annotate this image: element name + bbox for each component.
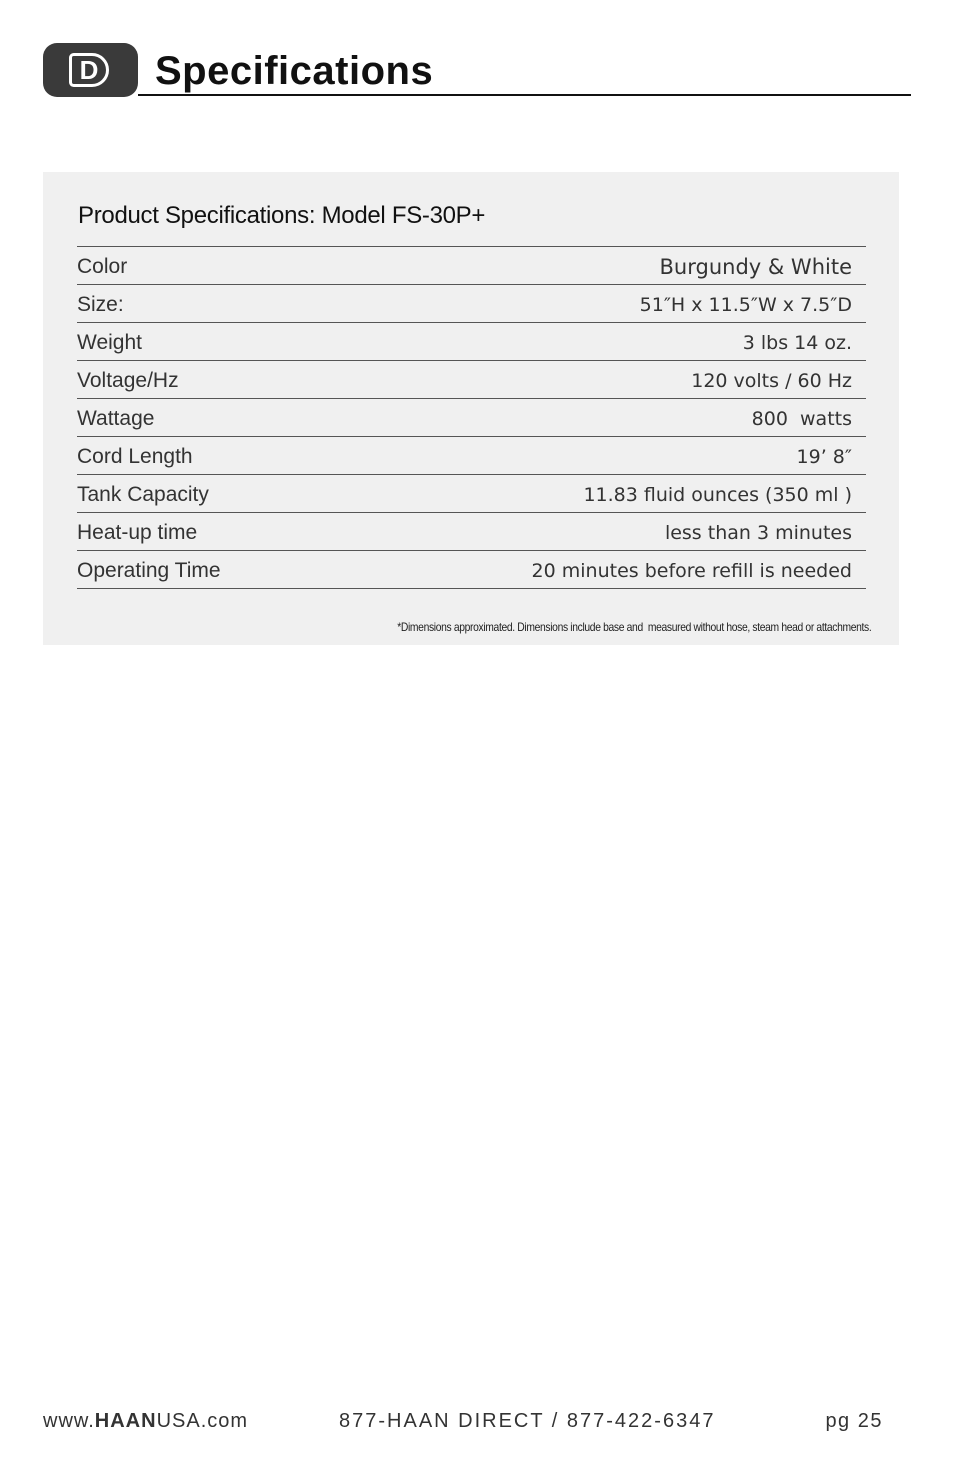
page-number: pg 25 (825, 1410, 883, 1432)
footer-phone: 877-HAAN DIRECT / 877-422-6347 (339, 1410, 716, 1432)
footer-web-prefix: www. (43, 1410, 95, 1432)
spec-footnote: *Dimensions approximated. Dimensions include base and measured without hose, steam head or attachments. (396, 620, 871, 634)
spec-row-color (77, 247, 866, 285)
section-badge (43, 43, 138, 97)
spec-value: 51″H x 11.5″W x 7.5″D (639, 293, 852, 316)
spec-row-cord-length (77, 437, 866, 475)
spec-row-tank-capacity (77, 475, 866, 513)
page-title: Specifications (155, 49, 434, 93)
spec-row-wattage (77, 399, 866, 437)
spec-row-weight (77, 323, 866, 361)
page-footer (43, 1410, 883, 1436)
spec-value: 120 volts / 60 Hz (691, 369, 852, 392)
footer-web-brand: HAAN (94, 1410, 157, 1432)
section-header (43, 43, 911, 99)
spec-value: 11.83 fluid ounces (350 ml ) (583, 483, 852, 506)
spec-label: Wattage (77, 406, 155, 430)
spec-value: 20 minutes before refill is needed (531, 559, 852, 582)
header-divider (138, 94, 911, 96)
spec-row-voltage (77, 361, 866, 399)
spec-value: less than 3 minutes (664, 521, 852, 544)
spec-label: Size: (77, 292, 124, 316)
footer-website (43, 1410, 248, 1433)
spec-label: Weight (77, 330, 142, 354)
spec-value: 800 watts (751, 407, 852, 430)
spec-row-size (77, 285, 866, 323)
spec-row-heat-up-time (77, 513, 866, 551)
spec-row-operating-time (77, 551, 866, 589)
spec-value: 19’ 8″ (796, 445, 852, 468)
section-letter: D (79, 55, 99, 85)
spec-label: Operating Time (77, 558, 221, 582)
spec-label: Cord Length (77, 444, 193, 468)
spec-title: Product Specifications: Model FS-30P+ (78, 202, 486, 229)
footer-web-suffix: USA.com (156, 1410, 249, 1432)
section-letter-icon (69, 53, 109, 87)
spec-label: Tank Capacity (77, 482, 209, 506)
spec-label: Voltage/Hz (77, 368, 179, 392)
spec-panel (43, 172, 899, 645)
spec-value: Burgundy & White (659, 254, 852, 279)
spec-table (77, 246, 866, 589)
spec-label: Color (77, 254, 128, 278)
spec-value: 3 lbs 14 oz. (742, 331, 852, 354)
spec-label: Heat-up time (77, 520, 198, 544)
